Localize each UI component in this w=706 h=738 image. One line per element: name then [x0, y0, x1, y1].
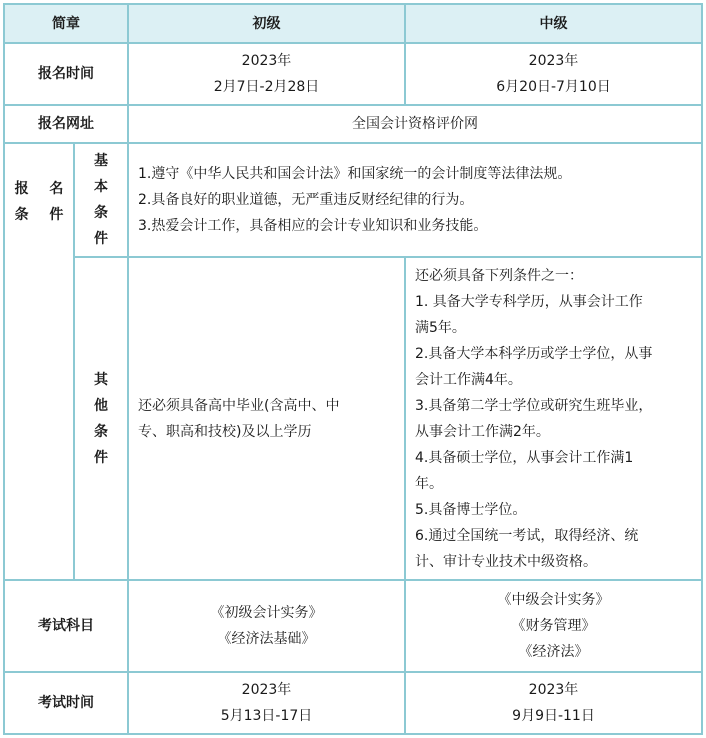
intermediate-registration-time: [405, 43, 702, 105]
basic-condition-item: 2.具备良好的职业道德，无严重违反财经纪律的行为。: [138, 192, 474, 208]
intermediate-exam-subjects: 《中级会计实务》 《财务管理》 《经济法》: [405, 580, 702, 672]
row-registration-time: [4, 43, 702, 105]
label-registration-conditions: 报 名 条 件: [4, 143, 74, 580]
junior-reg-dates: 2月7日-2月28日: [213, 79, 320, 95]
junior-exam-subjects: 《初级会计实务》 《经济法基础》: [128, 580, 405, 672]
row-basic-conditions: [4, 143, 702, 257]
intermediate-reg-dates: 6月20日-7月10日: [496, 79, 611, 95]
label-basic-conditions: 基 本 条 件: [74, 143, 128, 257]
junior-exam-time: 2023年 5月13日-17日: [128, 672, 405, 734]
label-registration-time: 报名时间: [4, 43, 128, 105]
junior-registration-time: [128, 43, 405, 105]
header-col-junior: 初级: [128, 4, 405, 43]
basic-conditions-list: [128, 143, 702, 257]
row-registration-site: [4, 105, 702, 143]
label-other-conditions: 其 他 条 件: [74, 257, 128, 580]
registration-site-value: 全国会计资格评价网: [128, 105, 702, 143]
label-exam-subjects: 考试科目: [4, 580, 128, 672]
label-registration-site: 报名网址: [4, 105, 128, 143]
junior-reg-year: 2023年: [241, 53, 292, 69]
basic-condition-item: 1.遵守《中华人民共和国会计法》和国家统一的会计制度等法律法规。: [138, 166, 572, 182]
junior-other-conditions: 还必须具备高中毕业(含高中、中 专、职高和技校)及以上学历: [128, 257, 405, 580]
intermediate-other-conditions: 还必须具备下列条件之一： 1. 具备大学专科学历，从事会计工作 满5年。 2.具备大学本科学历或学士学位，从事 会计工作满4年。 3.具备第二学士学位或研究生班毕业， 从事会计工作满2年。 4.具备硕士学位，从事会计工作满1 年。 5.具备博士学位。 6.通过全国统一考试，取得经济、统 计、审计专业技术中级资格。: [405, 257, 702, 580]
row-exam-time: [4, 672, 702, 734]
header-col-intermediate: 中级: [405, 4, 702, 43]
row-other-conditions: [4, 257, 702, 580]
header-col-brochure: 简章: [4, 4, 128, 43]
row-exam-subjects: [4, 580, 702, 672]
intermediate-exam-time: 2023年 9月9日-11日: [405, 672, 702, 734]
header-row: [4, 4, 702, 43]
exam-comparison-table: [3, 3, 703, 735]
basic-condition-item: 3.热爱会计工作，具备相应的会计专业知识和业务技能。: [138, 218, 488, 234]
intermediate-reg-year: 2023年: [528, 53, 579, 69]
label-exam-time: 考试时间: [4, 672, 128, 734]
